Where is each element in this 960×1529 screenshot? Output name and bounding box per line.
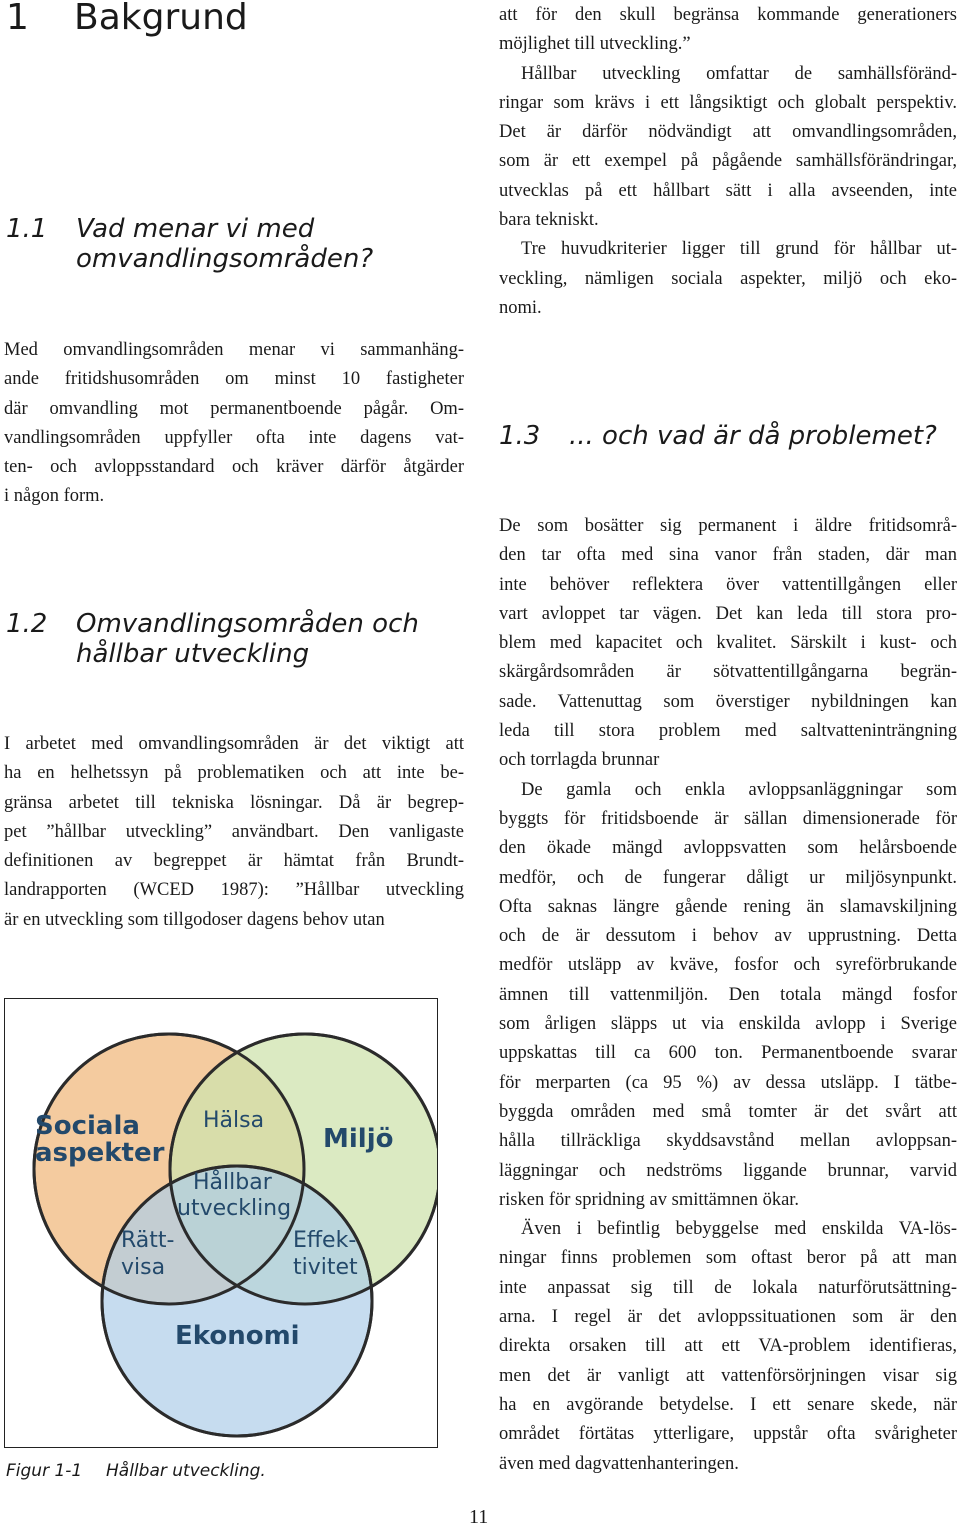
text-line: veckling, nämligen sociala aspekter, miljö och eko-	[499, 268, 957, 289]
text-line: byggda områden med små tomter är det svårt att	[499, 1101, 957, 1122]
page-number: 11	[469, 1506, 489, 1528]
section-title-line: hållbar utveckling	[76, 639, 310, 669]
text-line: som årligen släpps ut via enskilda avlopp i Sverige	[499, 1014, 957, 1035]
text-line: De som bosätter sig permanent i äldre fritidsområ-	[499, 516, 957, 536]
text-line: Ofta saknas längre gående rening än slamavskiljning	[499, 896, 957, 917]
text-line: är en utveckling som tillgodoser dagens behov utan	[4, 909, 385, 930]
text-line: utvecklas på ett hållbart sätt i alla avseenden, inte	[499, 180, 957, 201]
text-line: sade. Vattenuttag som överstiger nybildningen kan	[499, 691, 957, 712]
paragraph-1-1	[4, 336, 464, 512]
section-number: 1.2	[6, 609, 48, 639]
section-1-1-heading	[6, 214, 466, 276]
caption-label: Figur 1-1	[6, 1461, 83, 1481]
paragraph-continued	[499, 1, 957, 60]
paragraph-sustainability	[499, 60, 957, 236]
chapter-heading	[6, 0, 248, 40]
text-line: byggts för fritidsboende är sällan dimensionerade för	[499, 808, 957, 829]
text-line: pet ”hållbar utveckling” användbart. Den vanligaste	[4, 821, 464, 842]
text-line: gränsa arbetet till tekniska lösningar. Då är begrep-	[4, 792, 464, 813]
text-line: den tar ofta med sina vanor från staden, där man	[499, 545, 957, 566]
label-hallbar-2: utveckling	[177, 1196, 292, 1221]
label-rattvisa-1: Rätt-	[121, 1228, 175, 1253]
text-line: ämnen till vattenmiljön. Den totala mängd fosfor	[499, 984, 957, 1005]
text-line: ningar finns problemen som oftast beror på att man	[499, 1248, 957, 1269]
text-line: hålla tillräckliga skyddsavstånd mellan avloppsan-	[499, 1131, 957, 1152]
text-line: att för den skull begränsa kommande generationers	[499, 5, 957, 25]
paragraph-1-3-a	[499, 512, 957, 776]
venn-diagram	[5, 999, 437, 1447]
text-line: den ökade mängd avloppsvatten som helårsboende	[499, 838, 957, 859]
text-line: risken för spridning av smittämnen ökar.	[499, 1189, 800, 1210]
label-sociala-2: aspekter	[35, 1138, 165, 1168]
caption-text: Hållbar utveckling.	[106, 1461, 266, 1481]
venn-figure	[4, 998, 438, 1448]
text-line: definitionen av begreppet är hämtat från Brundt-	[4, 851, 464, 872]
text-line: möjlighet till utveckling.”	[499, 34, 691, 55]
text-line: nomi.	[499, 297, 542, 318]
text-line: inte anpassat sig till de lokala naturförutsättning-	[499, 1277, 957, 1298]
text-line: området förtätas ytterligare, uppstår ofta svårigheter	[499, 1424, 957, 1445]
paragraph-1-2	[4, 730, 464, 935]
text-line: ringar som krävs i ett långsiktigt och globalt perspektiv.	[499, 92, 957, 113]
text-line: Hållbar utveckling omfattar de samhällsföränd-	[521, 63, 957, 84]
text-line: Med omvandlingsområden menar vi sammanhäng-	[4, 340, 464, 360]
text-line: vart avloppet tar vägen. Det kan leda till stora pro-	[499, 603, 957, 624]
text-line: för merparten (ca 95 %) av dessa utsläpp. I tätbe-	[499, 1072, 957, 1093]
text-line: arna. I regel är det avloppssituationen som är den	[499, 1307, 957, 1328]
text-line: skärgårdsområden är sötvattentillgångarna begrän-	[499, 662, 957, 683]
paragraph-1-3-c	[499, 1215, 957, 1479]
label-miljo: Miljö	[323, 1124, 394, 1154]
text-line: Det är därför nödvändigt att omvandlingsområden,	[499, 122, 957, 143]
text-line: även med dagvattenhanteringen.	[499, 1453, 739, 1474]
chapter-number: 1	[6, 0, 29, 38]
section-title: ... och vad är då problemet?	[569, 421, 937, 451]
text-line: men det är vanligt att vattenförsörjningen visar sig	[499, 1365, 957, 1386]
label-effektivitet-1: Effek-	[293, 1228, 357, 1253]
text-line: blem med kapacitet och kvalitet. Särskilt i kust- och	[499, 633, 957, 654]
text-line: Tre huvudkriterier ligger till grund för hållbar ut-	[521, 239, 957, 260]
section-title-line: Omvandlingsområden och	[76, 609, 419, 639]
figure-caption	[6, 1461, 266, 1481]
chapter-title: Bakgrund	[74, 0, 248, 38]
section-title-line: omvandlingsområden?	[76, 244, 374, 274]
text-line: i någon form.	[4, 486, 105, 507]
text-line: som är ett exempel på pågående samhällsförändringar,	[499, 151, 957, 172]
text-line: medför, och de fungerar dåligt ur miljösynpunkt.	[499, 867, 957, 888]
label-sociala-1: Sociala	[35, 1111, 140, 1141]
text-line: bara tekniskt.	[499, 210, 599, 231]
section-1-3-heading	[499, 421, 959, 453]
paragraph-1-3-b	[499, 776, 957, 1215]
text-line: I arbetet med omvandlingsområden är det viktigt att	[4, 734, 464, 754]
section-number: 1.1	[6, 214, 48, 244]
text-line: landrapporten (WCED 1987): ”Hållbar utveckling	[4, 880, 464, 901]
text-line: och torrlagda brunnar	[499, 750, 660, 771]
paragraph-criteria	[499, 235, 957, 323]
text-line: medför utsläpp av kväve, fosfor och syreförbrukande	[499, 955, 957, 976]
text-line: ande fritidshusområden om minst 10 fastigheter	[4, 369, 464, 390]
label-effektivitet-2: tivitet	[293, 1255, 358, 1280]
text-line: direkta orsaken till att ett VA-problem identifieras,	[499, 1336, 957, 1357]
text-line: leda till stora problem med saltvatteninträngning	[499, 721, 957, 742]
text-line: vandlingsområden uppfyller ofta inte dagens vat-	[4, 427, 464, 448]
section-1-2-heading	[6, 609, 466, 671]
text-line: De gamla och enkla avloppsanläggningar som	[521, 779, 957, 800]
text-line: ha en avgörande betydelse. I ett senare skede, när	[499, 1394, 957, 1415]
text-line: och de är dessutom i behov av upprustning. Detta	[499, 926, 957, 947]
text-line: Även i befintlig bebyggelse med enskilda VA-lös-	[521, 1219, 957, 1240]
label-hallbar-1: Hållbar	[193, 1170, 272, 1195]
label-ekonomi: Ekonomi	[175, 1321, 300, 1351]
text-line: ha en helhetssyn på problematiken och att inte be-	[4, 763, 464, 784]
text-line: där omvandling mot permanentboende pågår. Om-	[4, 398, 464, 419]
label-rattvisa-2: visa	[121, 1255, 166, 1280]
text-line: uppskattas till ca 600 ton. Permanentboende svarar	[499, 1043, 957, 1064]
text-line: ten- och avloppsstandard och kräver därför åtgärder	[4, 457, 464, 478]
label-halsa: Hälsa	[203, 1108, 265, 1133]
text-line: inte behöver reflektera över vattentillgången eller	[499, 574, 957, 595]
text-line: läggningar och nedströms liggande brunnar, varvid	[499, 1160, 957, 1181]
section-title-line: Vad menar vi med	[76, 214, 315, 244]
section-number: 1.3	[499, 421, 541, 451]
